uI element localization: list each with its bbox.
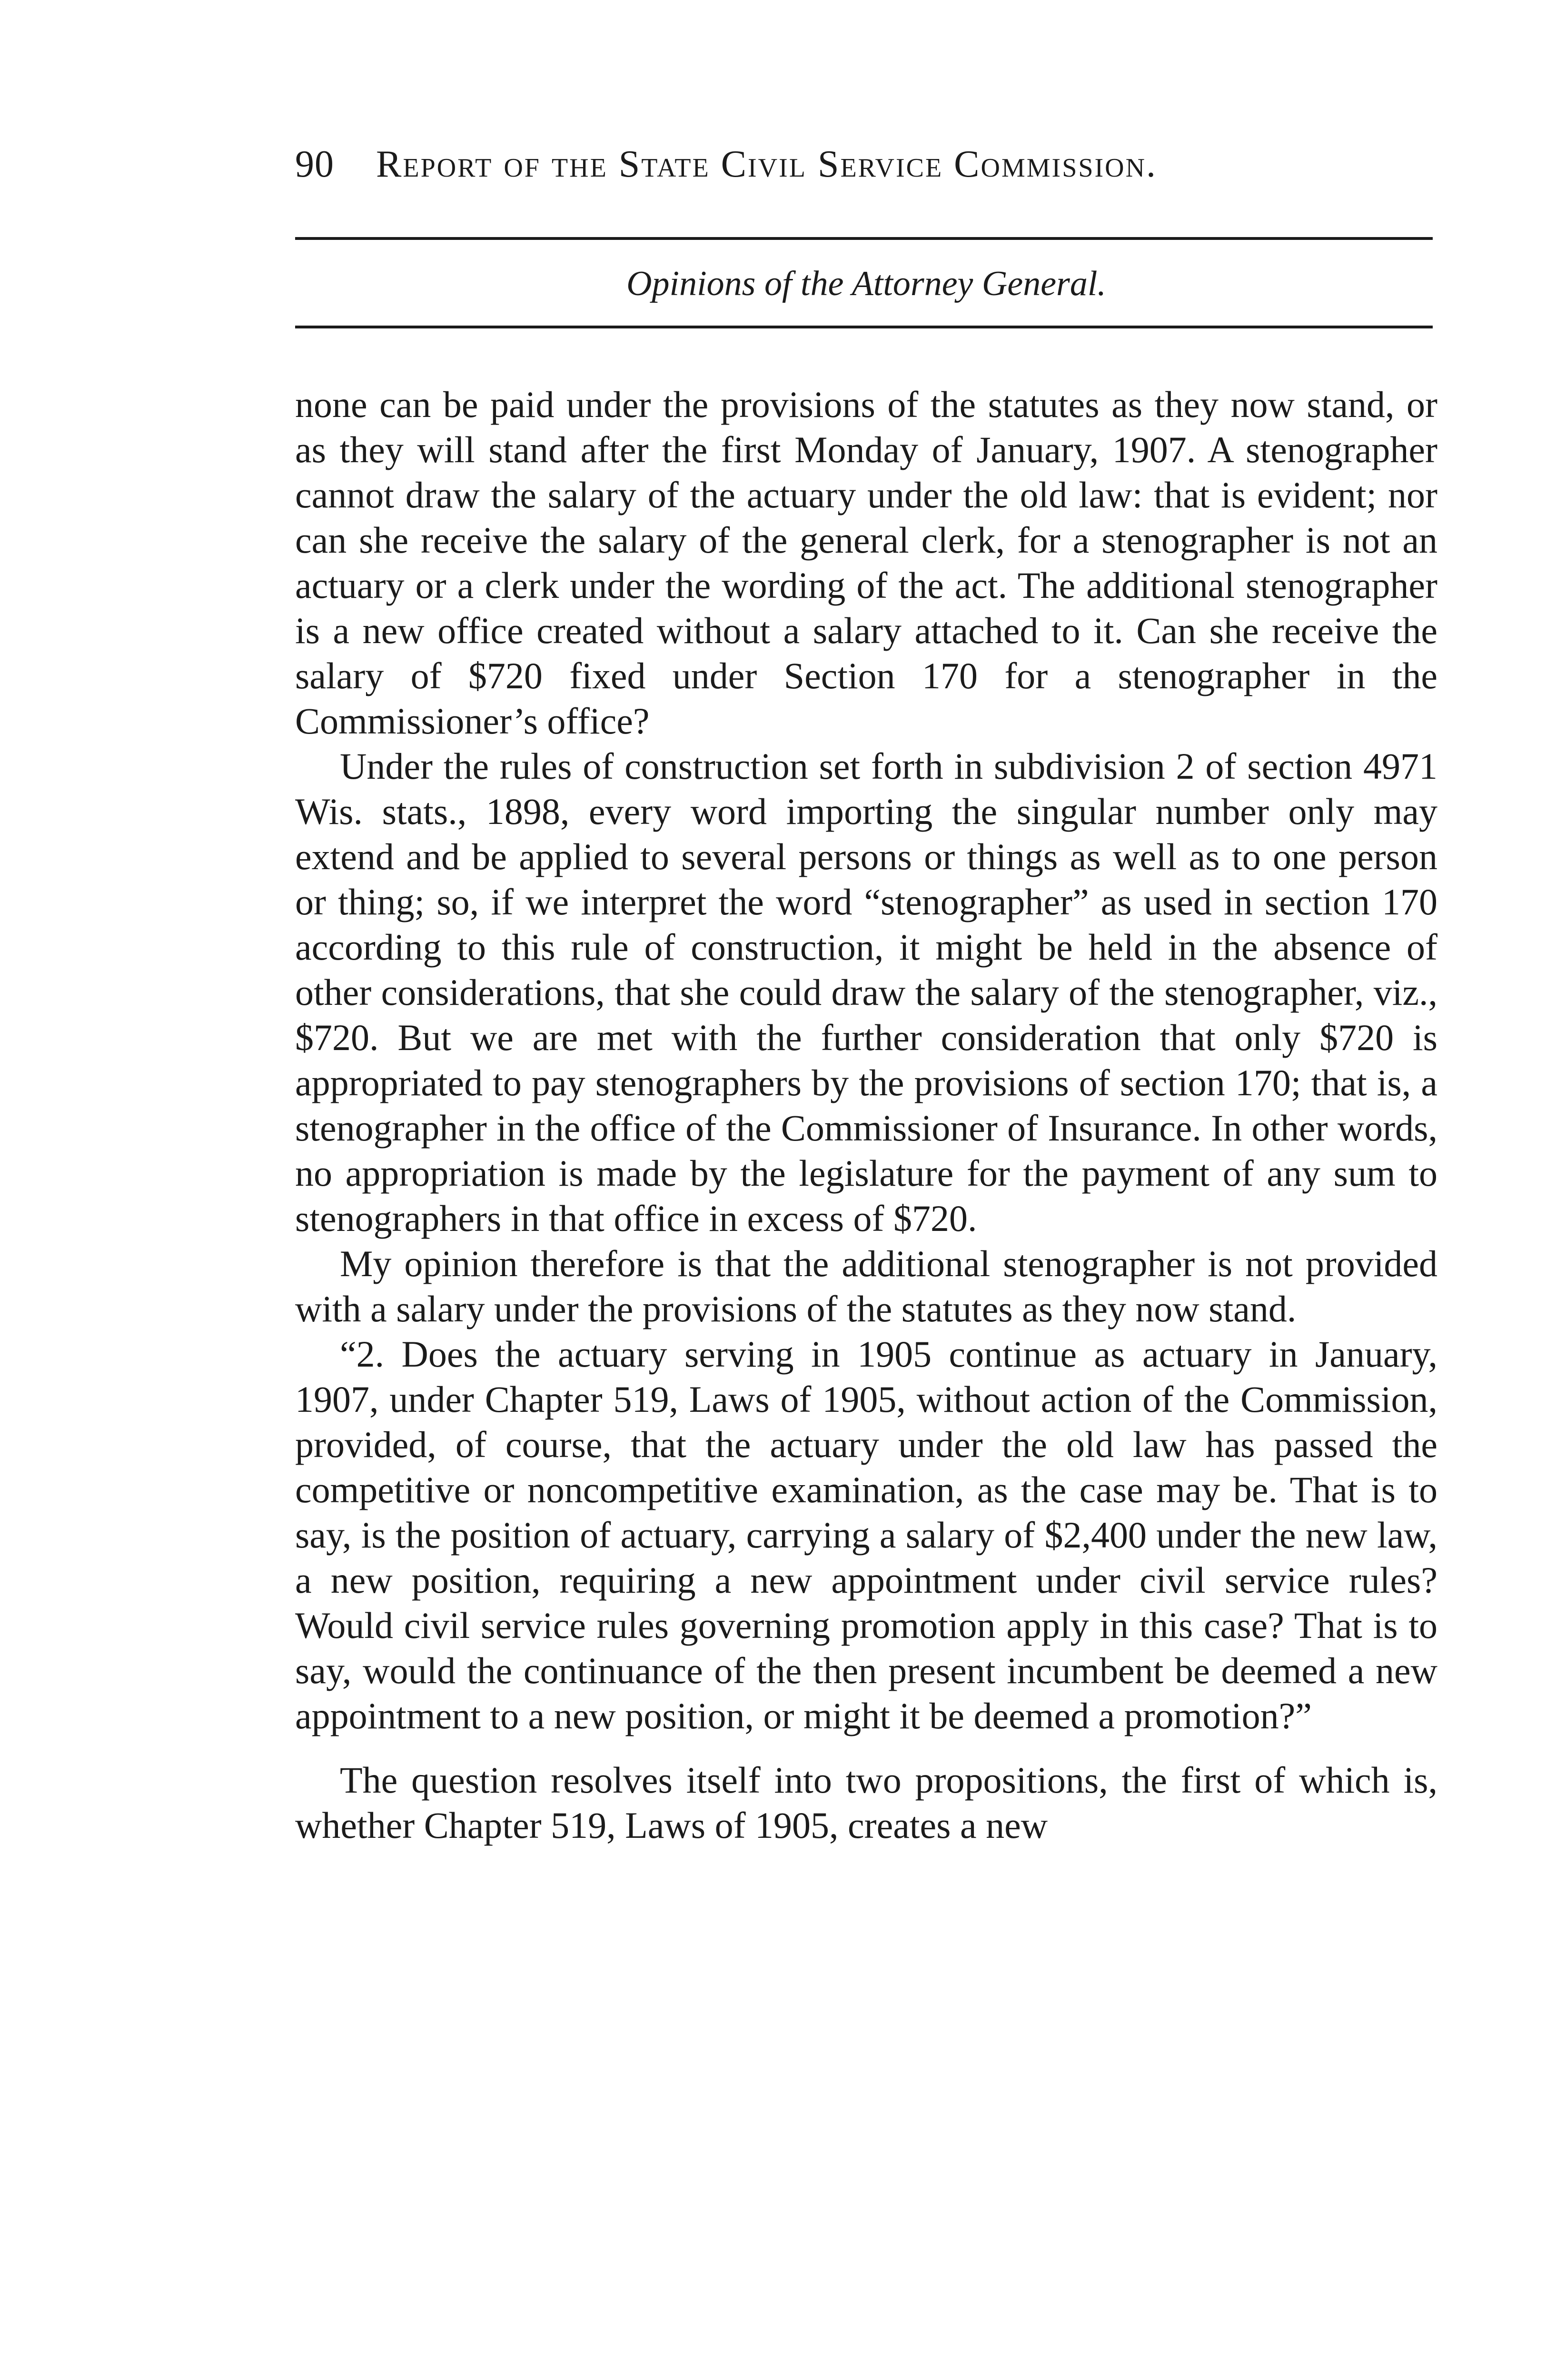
paragraph-rules-of-construction: Under the rules of construction set forth in subdivision 2 of section 4971 Wis. stats., 1898, every word importing the singular number only may extend and be applied to several persons or things as well as to one person or thing; so, if we interpret the word “stenographer” as used in section 170 according to this rule of construction, it might be held in the absence of other considerations, that she could draw the salary of the stenographer, viz., $720. But we are met with the further consideration that only $720 is appropriated to pay stenographers by the provisions of section 170; that is, a stenographer in the office of the Commissioner of Insurance. In other words, no appropriation is made by the legislature for the payment of any sum to stenographers in that office in excess of $720. <box>295 745 1437 1239</box>
running-head <box>295 143 1437 214</box>
document-body <box>295 382 1437 1848</box>
document-page <box>295 143 1437 2380</box>
paragraph-continued: none can be paid under the provisions of the statutes as they now stand, or as they will stand after the first Monday of January, 1907. A stenographer cannot draw the salary of the actuary under the old law: that is evident; nor can she receive the salary of the general clerk, for a stenographer is not an actuary or a clerk under the wording of the act. The additional stenographer is a new office created without a salary attached to it. Can she receive the salary of $720 fixed under Section 170 for a stenographer in the Commissioner’s office? <box>295 384 1437 742</box>
paragraph-propositions: The question resolves itself into two propositions, the first of which is, whether Chapter 519, Laws of 1905, creates a new <box>295 1759 1437 1846</box>
quoted-question: “2. Does the actuary serving in 1905 continue as actuary in January, 1907, under Chapter 519, Laws of 1905, without action of the Commission, provided, of course, that the actuary under the old law has passed the competitive or noncompetitive examination, as the case may be. That is to say, is the position of actuary, carrying a salary of $2,400 under the new law, a new position, requiring a new appointment under civil service rules? Would civil service rules governing promotion apply in this case? That is to say, would the continuance of the then present incumbent be deemed a new appointment to a new position, or might it be deemed a promotion?” <box>295 1333 1437 1736</box>
paragraph-opinion: My opinion therefore is that the additional stenographer is not provided with a salary under the provisions of the statutes as they now stand. <box>295 1243 1437 1329</box>
section-subtitle: Opinions of the Attorney General. <box>626 264 1106 303</box>
page-number: 90 <box>295 143 334 185</box>
header-bottom-rule <box>295 326 1433 328</box>
report-title: Report of the State Civil Service Commission. <box>376 143 1158 185</box>
